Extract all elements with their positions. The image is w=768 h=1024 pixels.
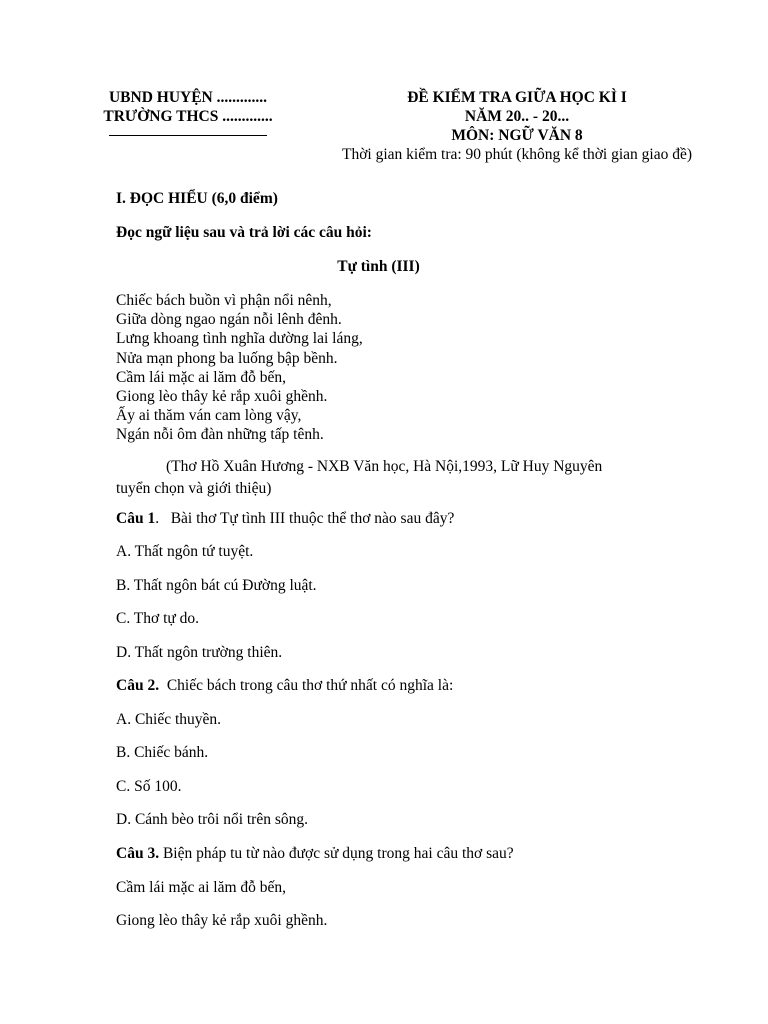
answer-option: A. Thất ngôn tứ tuyệt. — [116, 543, 254, 560]
exam-header — [322, 88, 712, 164]
exam-subject: MÔN: NGỮ VĂN 8 — [451, 127, 583, 144]
exam-title: ĐỀ KIỂM TRA GIỮA HỌC KÌ I — [407, 89, 627, 106]
question-label: Câu 2. — [116, 677, 160, 694]
answer-option: D. Cánh bèo trôi nổi trên sông. — [116, 811, 309, 828]
exam-time: Thời gian kiểm tra: 90 phút (không kể thời gian giao đề) — [342, 146, 692, 163]
poem-line: Ngán nỗi ôm đàn những tấp tênh. — [116, 426, 324, 444]
poem-line: Ấy ai thăm ván cam lòng vậy, — [116, 407, 302, 425]
poem-line: Giữa dòng ngao ngán nỗi lênh đênh. — [116, 311, 342, 329]
district-line: UBND HUYỆN ............. — [108, 89, 268, 106]
quoted-line: Cầm lái mặc ai lăm đỗ bến, — [116, 879, 287, 896]
poem-line: Lưng khoang tình nghĩa dường lai láng, — [116, 330, 363, 348]
poem-title: Tự tình (III) — [337, 258, 420, 275]
school-header — [78, 88, 298, 136]
poem-line: Nửa mạn phong ba luống bập bềnh. — [116, 349, 338, 367]
quoted-line: Giong lèo thây kẻ rắp xuôi ghềnh. — [116, 912, 328, 929]
question-3 — [116, 845, 514, 863]
question-text: . Bài thơ Tự tình III thuộc thể thơ nào sau đây? — [155, 510, 455, 527]
poem-line: Chiếc bách buồn vì phận nổi nênh, — [116, 292, 332, 309]
question-label: Câu 3. — [116, 845, 160, 862]
poem-line: Cầm lái mặc ai lăm đỗ bến, — [116, 368, 287, 386]
poem-source — [116, 456, 651, 500]
answer-option: B. Chiếc bánh. — [116, 744, 209, 761]
source-line: (Thơ Hồ Xuân Hương - NXB Văn học, Hà Nội,1993, Lữ Huy Nguyên — [166, 458, 603, 475]
question-2 — [116, 677, 453, 695]
poem-line: Giong lèo thây kẻ rắp xuôi ghềnh. — [116, 388, 328, 406]
exam-year: NĂM 20.. - 20... — [464, 108, 570, 125]
question-label: Câu 1 — [116, 510, 156, 527]
school-line: TRƯỜNG THCS ............. — [103, 108, 273, 125]
answer-option: A. Chiếc thuyền. — [116, 711, 222, 728]
answer-option: B. Thất ngôn bát cú Đường luật. — [116, 577, 317, 594]
question-1 — [116, 510, 454, 528]
answer-option: C. Số 100. — [116, 778, 182, 795]
source-line: tuyển chọn và giới thiệu) — [116, 480, 272, 497]
question-text: Chiếc bách trong câu thơ thứ nhất có nghĩa là: — [159, 677, 454, 694]
poem-body — [116, 291, 363, 445]
section-instruction: Đọc ngữ liệu sau và trả lời các câu hỏi: — [116, 224, 372, 241]
question-text: Biện pháp tu từ nào được sử dụng trong hai câu thơ sau? — [159, 845, 514, 862]
answer-option: C. Thơ tự do. — [116, 610, 200, 627]
section-heading: I. ĐỌC HIỂU (6,0 điểm) — [116, 190, 278, 207]
header-divider — [109, 127, 267, 136]
answer-option: D. Thất ngôn trường thiên. — [116, 644, 283, 661]
